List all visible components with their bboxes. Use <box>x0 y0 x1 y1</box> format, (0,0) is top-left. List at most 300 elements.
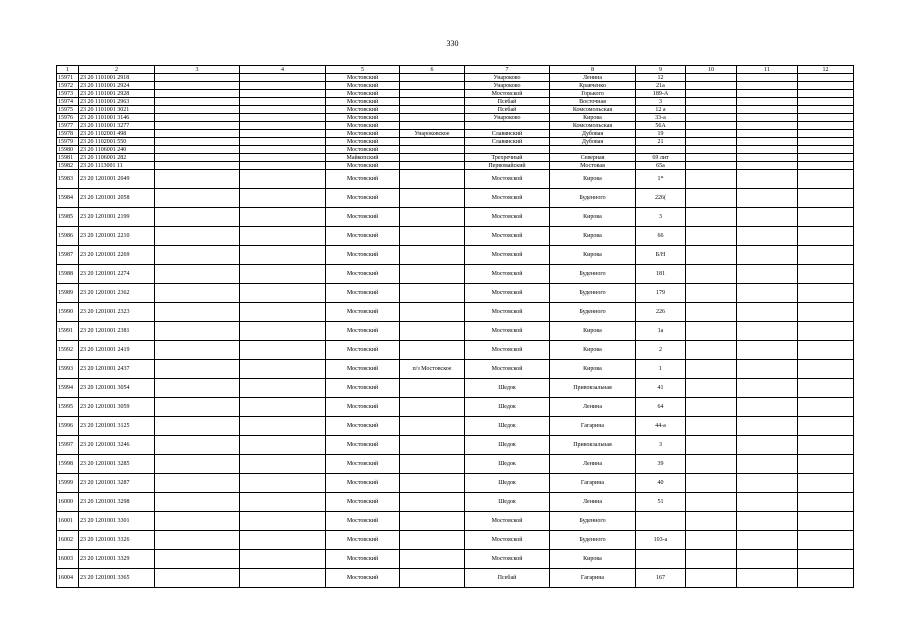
street-cell: Гагарина <box>550 474 636 493</box>
col-11 <box>737 122 798 130</box>
column-header: 3 <box>155 66 240 74</box>
row-number: 15984 <box>57 189 79 208</box>
locality-cell: Псебай <box>465 98 550 106</box>
col-10 <box>686 455 737 474</box>
locality-cell: Мостовской <box>465 512 550 531</box>
settlement-cell <box>400 170 465 189</box>
district-cell: Мостовский <box>326 493 400 512</box>
street-cell: Кирова <box>550 227 636 246</box>
col-12 <box>798 303 854 322</box>
district-cell: Мостовский <box>326 379 400 398</box>
col-12 <box>798 398 854 417</box>
settlement-cell <box>400 122 465 130</box>
row-number: 15972 <box>57 82 79 90</box>
cadastral-number: 23 20 1201001 3059 <box>79 398 155 417</box>
row-number: 15973 <box>57 90 79 98</box>
cadastral-number: 23 20 1106001 240 <box>79 146 155 154</box>
settlement-cell <box>400 569 465 588</box>
house-number-cell: 66 <box>636 227 686 246</box>
col-3 <box>155 170 240 189</box>
col-11 <box>737 138 798 146</box>
col-4 <box>240 531 326 550</box>
settlement-cell <box>400 90 465 98</box>
col-10 <box>686 322 737 341</box>
house-number-cell: 41 <box>636 379 686 398</box>
col-12 <box>798 493 854 512</box>
col-10 <box>686 550 737 569</box>
row-number: 15996 <box>57 417 79 436</box>
district-cell: Мостовский <box>326 569 400 588</box>
col-3 <box>155 208 240 227</box>
house-number-cell: 103-а <box>636 531 686 550</box>
table-row <box>57 398 854 417</box>
cadastral-number: 23 20 1101001 2918 <box>79 74 155 82</box>
col-11 <box>737 474 798 493</box>
locality-cell: Мостовской <box>465 189 550 208</box>
cadastral-number: 23 20 1201001 2437 <box>79 360 155 379</box>
district-cell: Мостовский <box>326 114 400 122</box>
col-4 <box>240 455 326 474</box>
table-row <box>57 341 854 360</box>
locality-cell: Мостовской <box>465 170 550 189</box>
district-cell: Мостовский <box>326 398 400 417</box>
street-cell: Северная <box>550 154 636 162</box>
col-12 <box>798 322 854 341</box>
street-cell: Буденного <box>550 189 636 208</box>
cadastral-number: 23 20 1201001 2323 <box>79 303 155 322</box>
col-10 <box>686 146 737 154</box>
house-number-cell: 12 а <box>636 106 686 114</box>
house-number-cell: 65а <box>636 162 686 170</box>
district-cell: Мостовский <box>326 436 400 455</box>
col-3 <box>155 162 240 170</box>
cadastral-number: 23 20 1201001 2058 <box>79 189 155 208</box>
district-cell: Мостовский <box>326 341 400 360</box>
column-header: 2 <box>79 66 155 74</box>
col-12 <box>798 138 854 146</box>
district-cell: Мостовский <box>326 550 400 569</box>
district-cell: Мостовский <box>326 189 400 208</box>
col-4 <box>240 130 326 138</box>
locality-cell: Мостовской <box>465 531 550 550</box>
district-cell: Мостовский <box>326 82 400 90</box>
col-4 <box>240 398 326 417</box>
col-3 <box>155 246 240 265</box>
street-cell: Комсомольская <box>550 122 636 130</box>
col-12 <box>798 284 854 303</box>
settlement-cell <box>400 379 465 398</box>
header-row <box>57 66 854 74</box>
col-10 <box>686 162 737 170</box>
col-3 <box>155 82 240 90</box>
table-row <box>57 208 854 227</box>
settlement-cell <box>400 436 465 455</box>
col-12 <box>798 130 854 138</box>
col-10 <box>686 74 737 82</box>
col-11 <box>737 246 798 265</box>
row-number: 15983 <box>57 170 79 189</box>
col-10 <box>686 417 737 436</box>
house-number-cell: 12 <box>636 74 686 82</box>
col-3 <box>155 130 240 138</box>
col-11 <box>737 146 798 154</box>
house-number-cell: 1а <box>636 322 686 341</box>
col-10 <box>686 90 737 98</box>
district-cell: Мостовский <box>326 474 400 493</box>
table-row <box>57 189 854 208</box>
col-11 <box>737 303 798 322</box>
col-4 <box>240 114 326 122</box>
cadastral-number: 23 20 1201001 2362 <box>79 284 155 303</box>
row-number: 15997 <box>57 436 79 455</box>
col-12 <box>798 162 854 170</box>
locality-cell: Первомайский <box>465 162 550 170</box>
settlement-cell <box>400 417 465 436</box>
locality-cell: Мостовской <box>465 303 550 322</box>
col-11 <box>737 106 798 114</box>
col-11 <box>737 322 798 341</box>
col-4 <box>240 189 326 208</box>
col-4 <box>240 341 326 360</box>
settlement-cell <box>400 493 465 512</box>
locality-cell: Унароково <box>465 74 550 82</box>
row-number: 15998 <box>57 455 79 474</box>
col-3 <box>155 493 240 512</box>
street-cell: Кирова <box>550 360 636 379</box>
table-row <box>57 138 854 146</box>
col-11 <box>737 130 798 138</box>
col-3 <box>155 122 240 130</box>
settlement-cell <box>400 341 465 360</box>
street-cell: Привокзальная <box>550 379 636 398</box>
district-cell: Майкопский <box>326 154 400 162</box>
settlement-cell <box>400 246 465 265</box>
house-number-cell <box>636 146 686 154</box>
cadastral-number: 23 20 1201001 3298 <box>79 493 155 512</box>
col-4 <box>240 138 326 146</box>
street-cell: Ленина <box>550 398 636 417</box>
cadastral-number: 23 20 1201001 2049 <box>79 170 155 189</box>
settlement-cell <box>400 303 465 322</box>
col-4 <box>240 146 326 154</box>
cadastral-number: 23 20 1101001 2963 <box>79 98 155 106</box>
row-number: 16004 <box>57 569 79 588</box>
table-row <box>57 106 854 114</box>
district-cell: Мостовский <box>326 360 400 379</box>
street-cell: Буденного <box>550 531 636 550</box>
col-10 <box>686 398 737 417</box>
table-row <box>57 130 854 138</box>
house-number-cell: 56А <box>636 122 686 130</box>
table-row <box>57 531 854 550</box>
settlement-cell <box>400 154 465 162</box>
cadastral-number: 23 20 1201001 3246 <box>79 436 155 455</box>
district-cell: Мостовский <box>326 246 400 265</box>
col-11 <box>737 512 798 531</box>
col-12 <box>798 569 854 588</box>
cadastral-number: 23 20 1201001 3287 <box>79 474 155 493</box>
settlement-cell <box>400 531 465 550</box>
district-cell: Мостовский <box>326 90 400 98</box>
cadastral-number: 23 20 1101001 2928 <box>79 90 155 98</box>
row-number: 15990 <box>57 303 79 322</box>
table-row <box>57 360 854 379</box>
col-12 <box>798 379 854 398</box>
settlement-cell <box>400 146 465 154</box>
locality-cell: Мостовской <box>465 284 550 303</box>
col-3 <box>155 284 240 303</box>
row-number: 15993 <box>57 360 79 379</box>
col-4 <box>240 360 326 379</box>
table-row <box>57 284 854 303</box>
locality-cell: Мостовской <box>465 227 550 246</box>
col-4 <box>240 154 326 162</box>
col-12 <box>798 122 854 130</box>
col-3 <box>155 379 240 398</box>
district-cell: Мостовский <box>326 455 400 474</box>
col-3 <box>155 74 240 82</box>
table-row <box>57 303 854 322</box>
cadastral-number: 23 20 1101001 3146 <box>79 114 155 122</box>
col-10 <box>686 106 737 114</box>
table-row <box>57 322 854 341</box>
street-cell: Дубовая <box>550 130 636 138</box>
settlement-cell: п/з Мостовское <box>400 360 465 379</box>
cadastral-number: 23 20 1201001 2274 <box>79 265 155 284</box>
table-row <box>57 493 854 512</box>
locality-cell <box>465 122 550 130</box>
row-number: 15982 <box>57 162 79 170</box>
col-3 <box>155 114 240 122</box>
house-number-cell: 44-а <box>636 417 686 436</box>
row-number: 15975 <box>57 106 79 114</box>
col-11 <box>737 360 798 379</box>
col-4 <box>240 512 326 531</box>
street-cell: Кирова <box>550 208 636 227</box>
house-number-cell: 40 <box>636 474 686 493</box>
locality-cell: Шедок <box>465 493 550 512</box>
row-number: 16000 <box>57 493 79 512</box>
col-4 <box>240 162 326 170</box>
house-number-cell: 21 <box>636 138 686 146</box>
col-3 <box>155 398 240 417</box>
col-11 <box>737 154 798 162</box>
col-3 <box>155 154 240 162</box>
row-number: 15980 <box>57 146 79 154</box>
street-cell: Кирова <box>550 550 636 569</box>
street-cell: Дубовая <box>550 138 636 146</box>
house-number-cell: 69 лит <box>636 154 686 162</box>
col-4 <box>240 98 326 106</box>
row-number: 16002 <box>57 531 79 550</box>
house-number-cell: 33-а <box>636 114 686 122</box>
settlement-cell <box>400 265 465 284</box>
locality-cell: Мостовской <box>465 550 550 569</box>
street-cell: Буденного <box>550 284 636 303</box>
col-3 <box>155 90 240 98</box>
col-10 <box>686 341 737 360</box>
district-cell: Мостовский <box>326 208 400 227</box>
col-12 <box>798 74 854 82</box>
col-10 <box>686 154 737 162</box>
street-cell: Кравченко <box>550 82 636 90</box>
street-cell: Ленина <box>550 493 636 512</box>
col-12 <box>798 170 854 189</box>
district-cell: Мостовский <box>326 531 400 550</box>
col-12 <box>798 455 854 474</box>
col-4 <box>240 227 326 246</box>
street-cell: Кирова <box>550 341 636 360</box>
row-number: 15999 <box>57 474 79 493</box>
cadastral-number: 23 20 1201001 3125 <box>79 417 155 436</box>
table-row <box>57 122 854 130</box>
house-number-cell: 3 <box>636 436 686 455</box>
street-cell: Привокзальная <box>550 436 636 455</box>
settlement-cell <box>400 98 465 106</box>
col-12 <box>798 114 854 122</box>
table-row <box>57 417 854 436</box>
table-row <box>57 474 854 493</box>
col-12 <box>798 417 854 436</box>
table-row <box>57 82 854 90</box>
col-3 <box>155 138 240 146</box>
district-cell: Мостовский <box>326 227 400 246</box>
district-cell: Мостовский <box>326 106 400 114</box>
column-header: 5 <box>326 66 400 74</box>
col-4 <box>240 90 326 98</box>
settlement-cell <box>400 512 465 531</box>
house-number-cell: 181 <box>636 265 686 284</box>
settlement-cell <box>400 474 465 493</box>
cadastral-number: 23 20 1201001 3326 <box>79 531 155 550</box>
cadastral-number: 23 20 1201001 2419 <box>79 341 155 360</box>
col-11 <box>737 341 798 360</box>
row-number: 15985 <box>57 208 79 227</box>
street-cell: Кирова <box>550 246 636 265</box>
col-4 <box>240 106 326 114</box>
col-12 <box>798 98 854 106</box>
col-10 <box>686 284 737 303</box>
table-row <box>57 246 854 265</box>
table-row <box>57 436 854 455</box>
settlement-cell <box>400 455 465 474</box>
house-number-cell: 3 <box>636 98 686 106</box>
row-number: 15977 <box>57 122 79 130</box>
col-3 <box>155 417 240 436</box>
district-cell: Мостовский <box>326 303 400 322</box>
settlement-cell <box>400 162 465 170</box>
col-11 <box>737 531 798 550</box>
col-3 <box>155 550 240 569</box>
street-cell: Буденного <box>550 512 636 531</box>
row-number: 16003 <box>57 550 79 569</box>
col-11 <box>737 98 798 106</box>
col-12 <box>798 246 854 265</box>
district-cell: Мостовский <box>326 170 400 189</box>
settlement-cell <box>400 189 465 208</box>
col-3 <box>155 146 240 154</box>
row-number: 15981 <box>57 154 79 162</box>
house-number-cell: 3 <box>636 208 686 227</box>
col-11 <box>737 436 798 455</box>
locality-cell: Шедок <box>465 379 550 398</box>
column-header: 9 <box>636 66 686 74</box>
row-number: 15991 <box>57 322 79 341</box>
col-12 <box>798 90 854 98</box>
locality-cell: Шедок <box>465 398 550 417</box>
table-row <box>57 379 854 398</box>
district-cell: Мостовский <box>326 74 400 82</box>
house-number-cell: 51 <box>636 493 686 512</box>
house-number-cell: 226( <box>636 189 686 208</box>
row-number: 15995 <box>57 398 79 417</box>
street-cell: Гагарина <box>550 417 636 436</box>
cadastral-number: 23 20 1201001 3301 <box>79 512 155 531</box>
col-3 <box>155 265 240 284</box>
col-3 <box>155 98 240 106</box>
col-4 <box>240 246 326 265</box>
locality-cell: Мостовской <box>465 265 550 284</box>
cadastral-number: 23 20 1102001 498 <box>79 130 155 138</box>
col-11 <box>737 74 798 82</box>
row-number: 15974 <box>57 98 79 106</box>
col-10 <box>686 189 737 208</box>
settlement-cell <box>400 106 465 114</box>
col-4 <box>240 82 326 90</box>
district-cell: Мостовский <box>326 130 400 138</box>
row-number: 15992 <box>57 341 79 360</box>
house-number-cell: 1 <box>636 360 686 379</box>
col-3 <box>155 455 240 474</box>
house-number-cell: 167 <box>636 569 686 588</box>
locality-cell: Мостовской <box>465 208 550 227</box>
col-4 <box>240 436 326 455</box>
col-4 <box>240 550 326 569</box>
col-11 <box>737 82 798 90</box>
settlement-cell <box>400 398 465 417</box>
column-header: 1 <box>57 66 79 74</box>
column-header: 10 <box>686 66 737 74</box>
table-row <box>57 146 854 154</box>
cadastral-number: 23 20 1101001 3277 <box>79 122 155 130</box>
house-number-cell: 179 <box>636 284 686 303</box>
col-3 <box>155 360 240 379</box>
locality-cell: Шедок <box>465 417 550 436</box>
street-cell: Кирова <box>550 322 636 341</box>
district-cell: Мостовский <box>326 417 400 436</box>
house-number-cell: 39 <box>636 455 686 474</box>
row-number: 15987 <box>57 246 79 265</box>
settlement-cell <box>400 138 465 146</box>
col-3 <box>155 512 240 531</box>
col-12 <box>798 436 854 455</box>
locality-cell: Мостовской <box>465 341 550 360</box>
col-12 <box>798 550 854 569</box>
col-10 <box>686 114 737 122</box>
table-row <box>57 98 854 106</box>
district-cell: Мостовский <box>326 162 400 170</box>
table-row <box>57 455 854 474</box>
table-row <box>57 569 854 588</box>
col-3 <box>155 569 240 588</box>
col-10 <box>686 303 737 322</box>
house-number-cell: 64 <box>636 398 686 417</box>
col-10 <box>686 265 737 284</box>
col-4 <box>240 284 326 303</box>
locality-cell: Мостовской <box>465 360 550 379</box>
row-number: 15988 <box>57 265 79 284</box>
col-12 <box>798 512 854 531</box>
